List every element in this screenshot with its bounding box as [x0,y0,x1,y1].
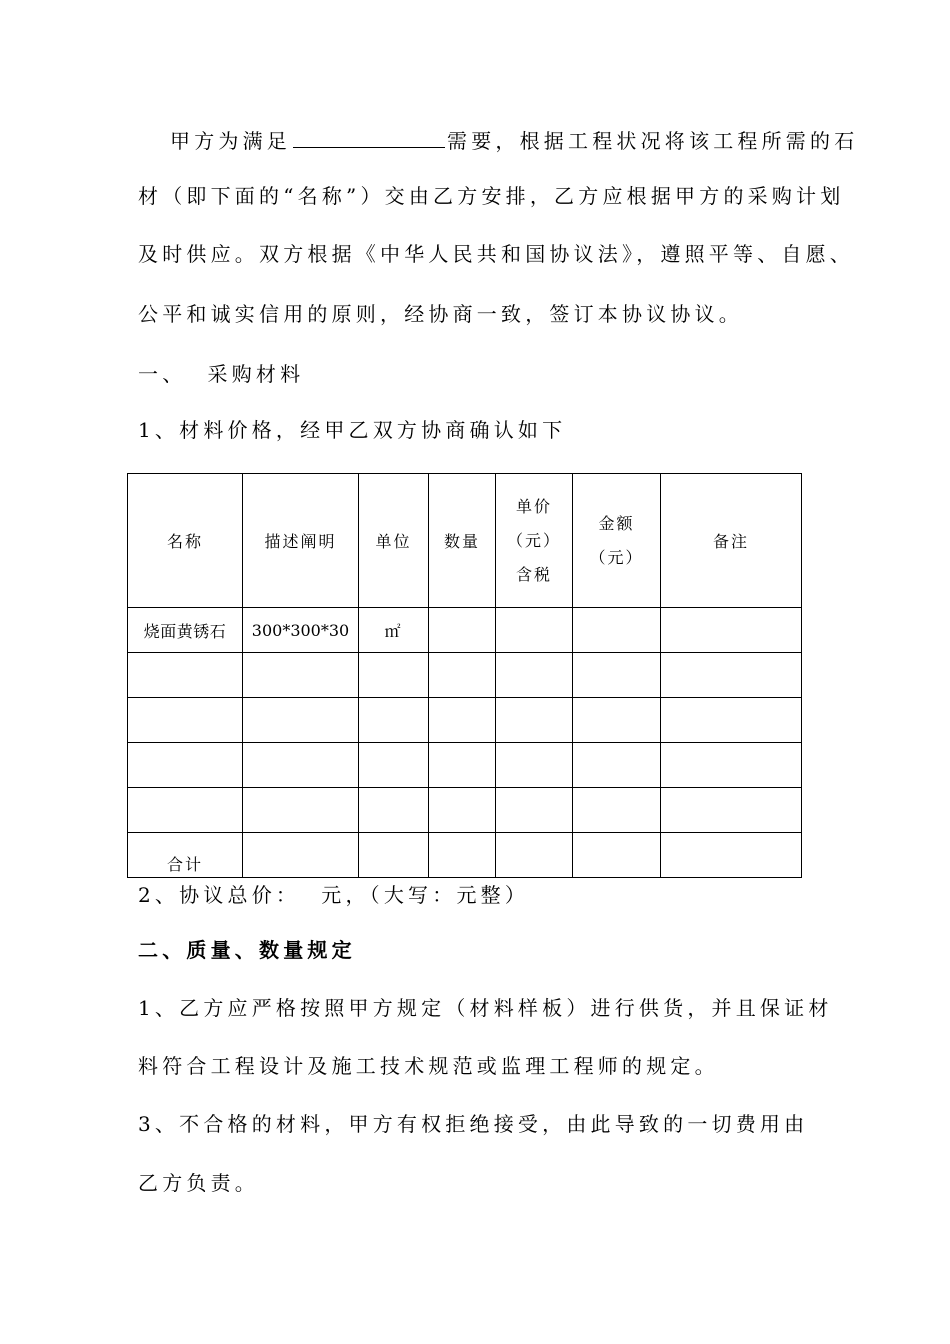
table-row [128,653,802,698]
table-row [128,743,802,788]
total-label-cell [128,833,243,878]
cell-unit-price[interactable] [496,608,573,653]
section-1-title: 一、 采购材料 [138,362,305,386]
header-unit-price-line-1: 单价 [515,496,552,516]
table-row [128,608,802,653]
cell-quantity[interactable] [429,608,496,653]
header-quantity: 数量 [429,474,496,608]
intro-line-1 [170,127,859,153]
header-amount-line-2: （元） [589,547,644,567]
section-2-p1-line-1: 1、乙方应严格按照甲方规定（材料样板）进行供货，并且保证材 [138,996,833,1020]
header-name: 名称 [128,474,243,608]
intro-text-before-blank: 甲方为满足 [170,129,291,153]
cell-name: 烧面黄锈石 [128,608,243,653]
section-2-title: 二、质量、数量规定 [138,938,356,962]
header-amount [573,474,661,608]
cell-remark[interactable] [661,608,802,653]
header-unit: 单位 [359,474,429,608]
cell-amount[interactable] [573,608,661,653]
header-unit-price [496,474,573,608]
intro-line-3: 及时供应。双方根据《中华人民共和国协议法》，遵照平等、自愿、 [138,242,854,266]
table-header-row [128,474,802,608]
intro-line-4: 公平和诚实信用的原则，经协商一致，签订本协议协议。 [138,302,743,326]
section-2-p3-line-1: 3、不合格的材料，甲方有权拒绝接受，由此导致的一切费用由 [138,1112,809,1136]
table-total-row [128,833,802,878]
materials-price-table [127,473,802,878]
purpose-blank-field[interactable] [293,127,445,148]
intro-line-2: 材（即下面的“名称”）交由乙方安排，乙方应根据甲方的采购计划 [138,184,845,208]
header-unit-price-line-3: 含税 [515,564,552,584]
section-2-p1-line-2: 料符合工程设计及施工技术规范或监理工程师的规定。 [138,1054,719,1078]
intro-text-after-blank: 需要，根据工程状况将该工程所需的石 [447,129,859,153]
header-description: 描述阐明 [243,474,359,608]
section-1-item-2: 2、协议总价： 元，（大写：元整） [138,883,530,907]
total-label: 合计 [166,855,203,874]
cell-unit: ㎡ [359,608,429,653]
table-row [128,788,802,833]
header-remark: 备注 [661,474,802,608]
header-amount-line-1: 金额 [598,513,635,533]
section-1-item-1: 1、材料价格，经甲乙双方协商确认如下 [138,418,567,442]
cell-description: 300*300*30 [243,608,359,653]
section-2-p3-line-2: 乙方负责。 [138,1171,259,1195]
table-row [128,698,802,743]
header-unit-price-line-2: （元） [506,530,561,550]
